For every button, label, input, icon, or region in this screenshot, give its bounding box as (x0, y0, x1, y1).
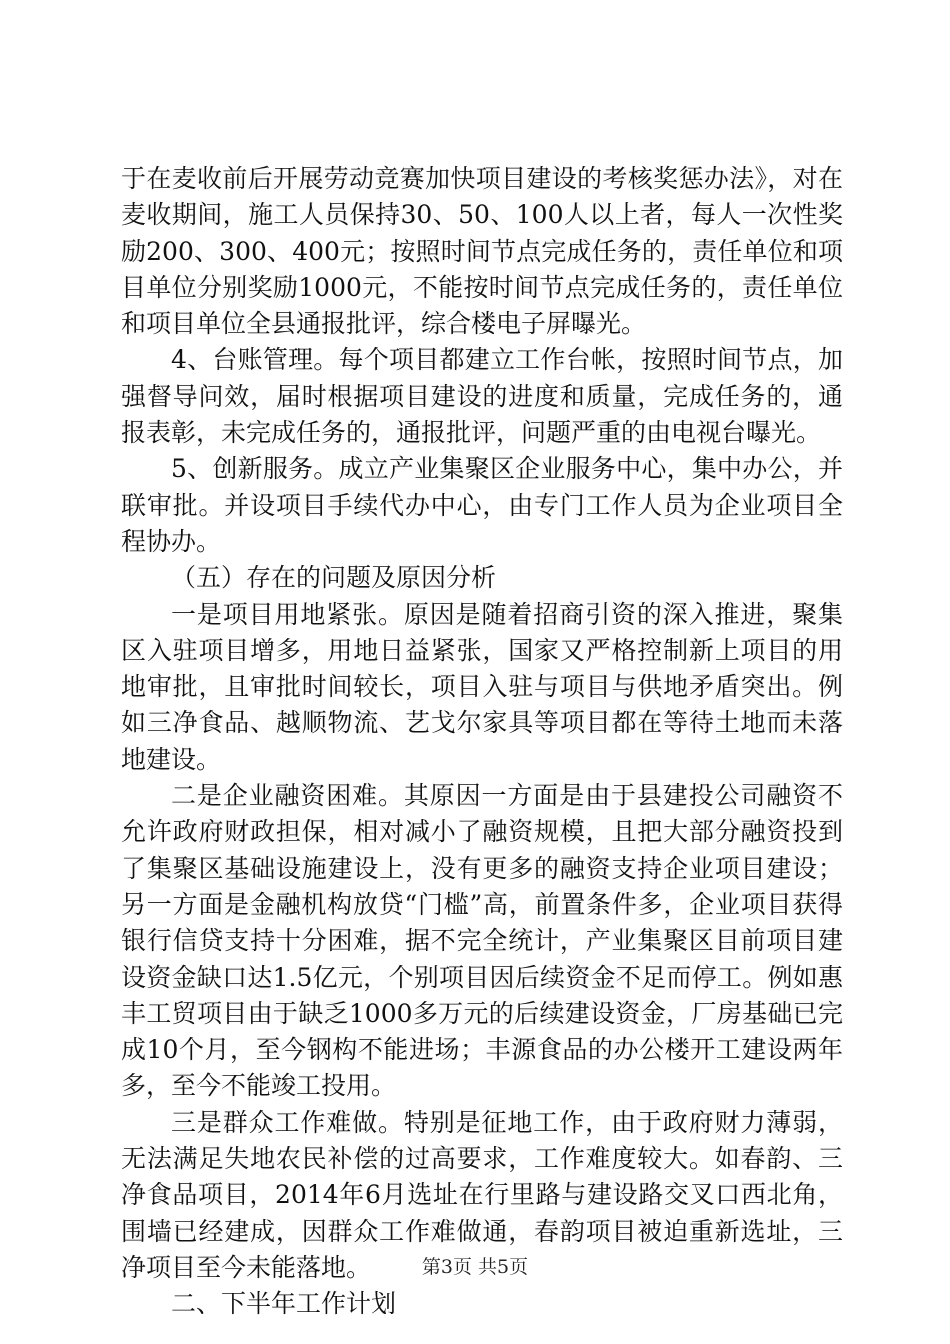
section-heading-problems: （五）存在的问题及原因分析 (171, 563, 497, 593)
paragraph-continuation: 于在麦收前后开展劳动竞赛加快项目建设的考核奖惩办法》，对在麦收期间，施工人员保持30、50、100人以上者，每人一次性奖励200、300、400元；按照时间节点完成任务的，责任单位和项目单位分别奖励1000元，不能按时间节点完成任务的，责任单位和项目单位全县通报批评，综合楼电子屏曝光。 (121, 164, 843, 339)
paragraph-ledger-management: 4、台账管理。每个项目都建立工作台帐，按照时间节点，加强督导问效，届时根据项目建设的进度和质量，完成任务的，通报表彰，未完成任务的，通报批评，问题严重的由电视台曝光。 (121, 345, 843, 448)
paragraph-public-work: 三是群众工作难做。特别是征地工作，由于政府财力薄弱，无法满足失地农民补偿的过高要求，工作难度较大。如春韵、三净食品项目，2014年6月选址在行里路与建设路交叉口西北角，围墙已经建成，因群众工作难做通，春韵项目被迫重新选址，三净项目至今未能落地。 (121, 1107, 843, 1282)
page-footer: 第3页 共5页 (421, 1256, 529, 1278)
section-heading-second-half-plan: 二、下半年工作计划 (171, 1289, 397, 1319)
paragraph-financing-difficulty: 二是企业融资困难。其原因一方面是由于县建投公司融资不允许政府财政担保，相对减小了融资规模，且把大部分融资投到了集聚区基础设施建设上，没有更多的融资支持企业项目建设；另一方面是金融机构放贷“门槛”高，前置条件多，企业项目获得银行信贷支持十分困难，据不完全统计，产业集聚区目前项目建设资金缺口达1.5亿元，个别项目因后续资金不足而停工。例如惠丰工贸项目由于缺乏1000多万元的后续建设资金，厂房基础已完成10个月，至今钢构不能进场；丰源食品的办公楼开工建设两年多，至今不能竣工投用。 (121, 781, 843, 1101)
paragraph-land-shortage: 一是项目用地紧张。原因是随着招商引资的深入推进，聚集区入驻项目增多，用地日益紧张，国家又严格控制新上项目的用地审批，且审批时间较长，项目入驻与项目与供地矛盾突出。例如三净食品、越顺物流、艺戈尔家具等项目都在等待土地而未落地建设。 (121, 599, 843, 774)
paragraph-innovative-service: 5、创新服务。成立产业集聚区企业服务中心，集中办公，并联审批。并设项目手续代办中心，由专门工作人员为企业项目全程协办。 (121, 454, 843, 556)
document-body (121, 161, 843, 1323)
